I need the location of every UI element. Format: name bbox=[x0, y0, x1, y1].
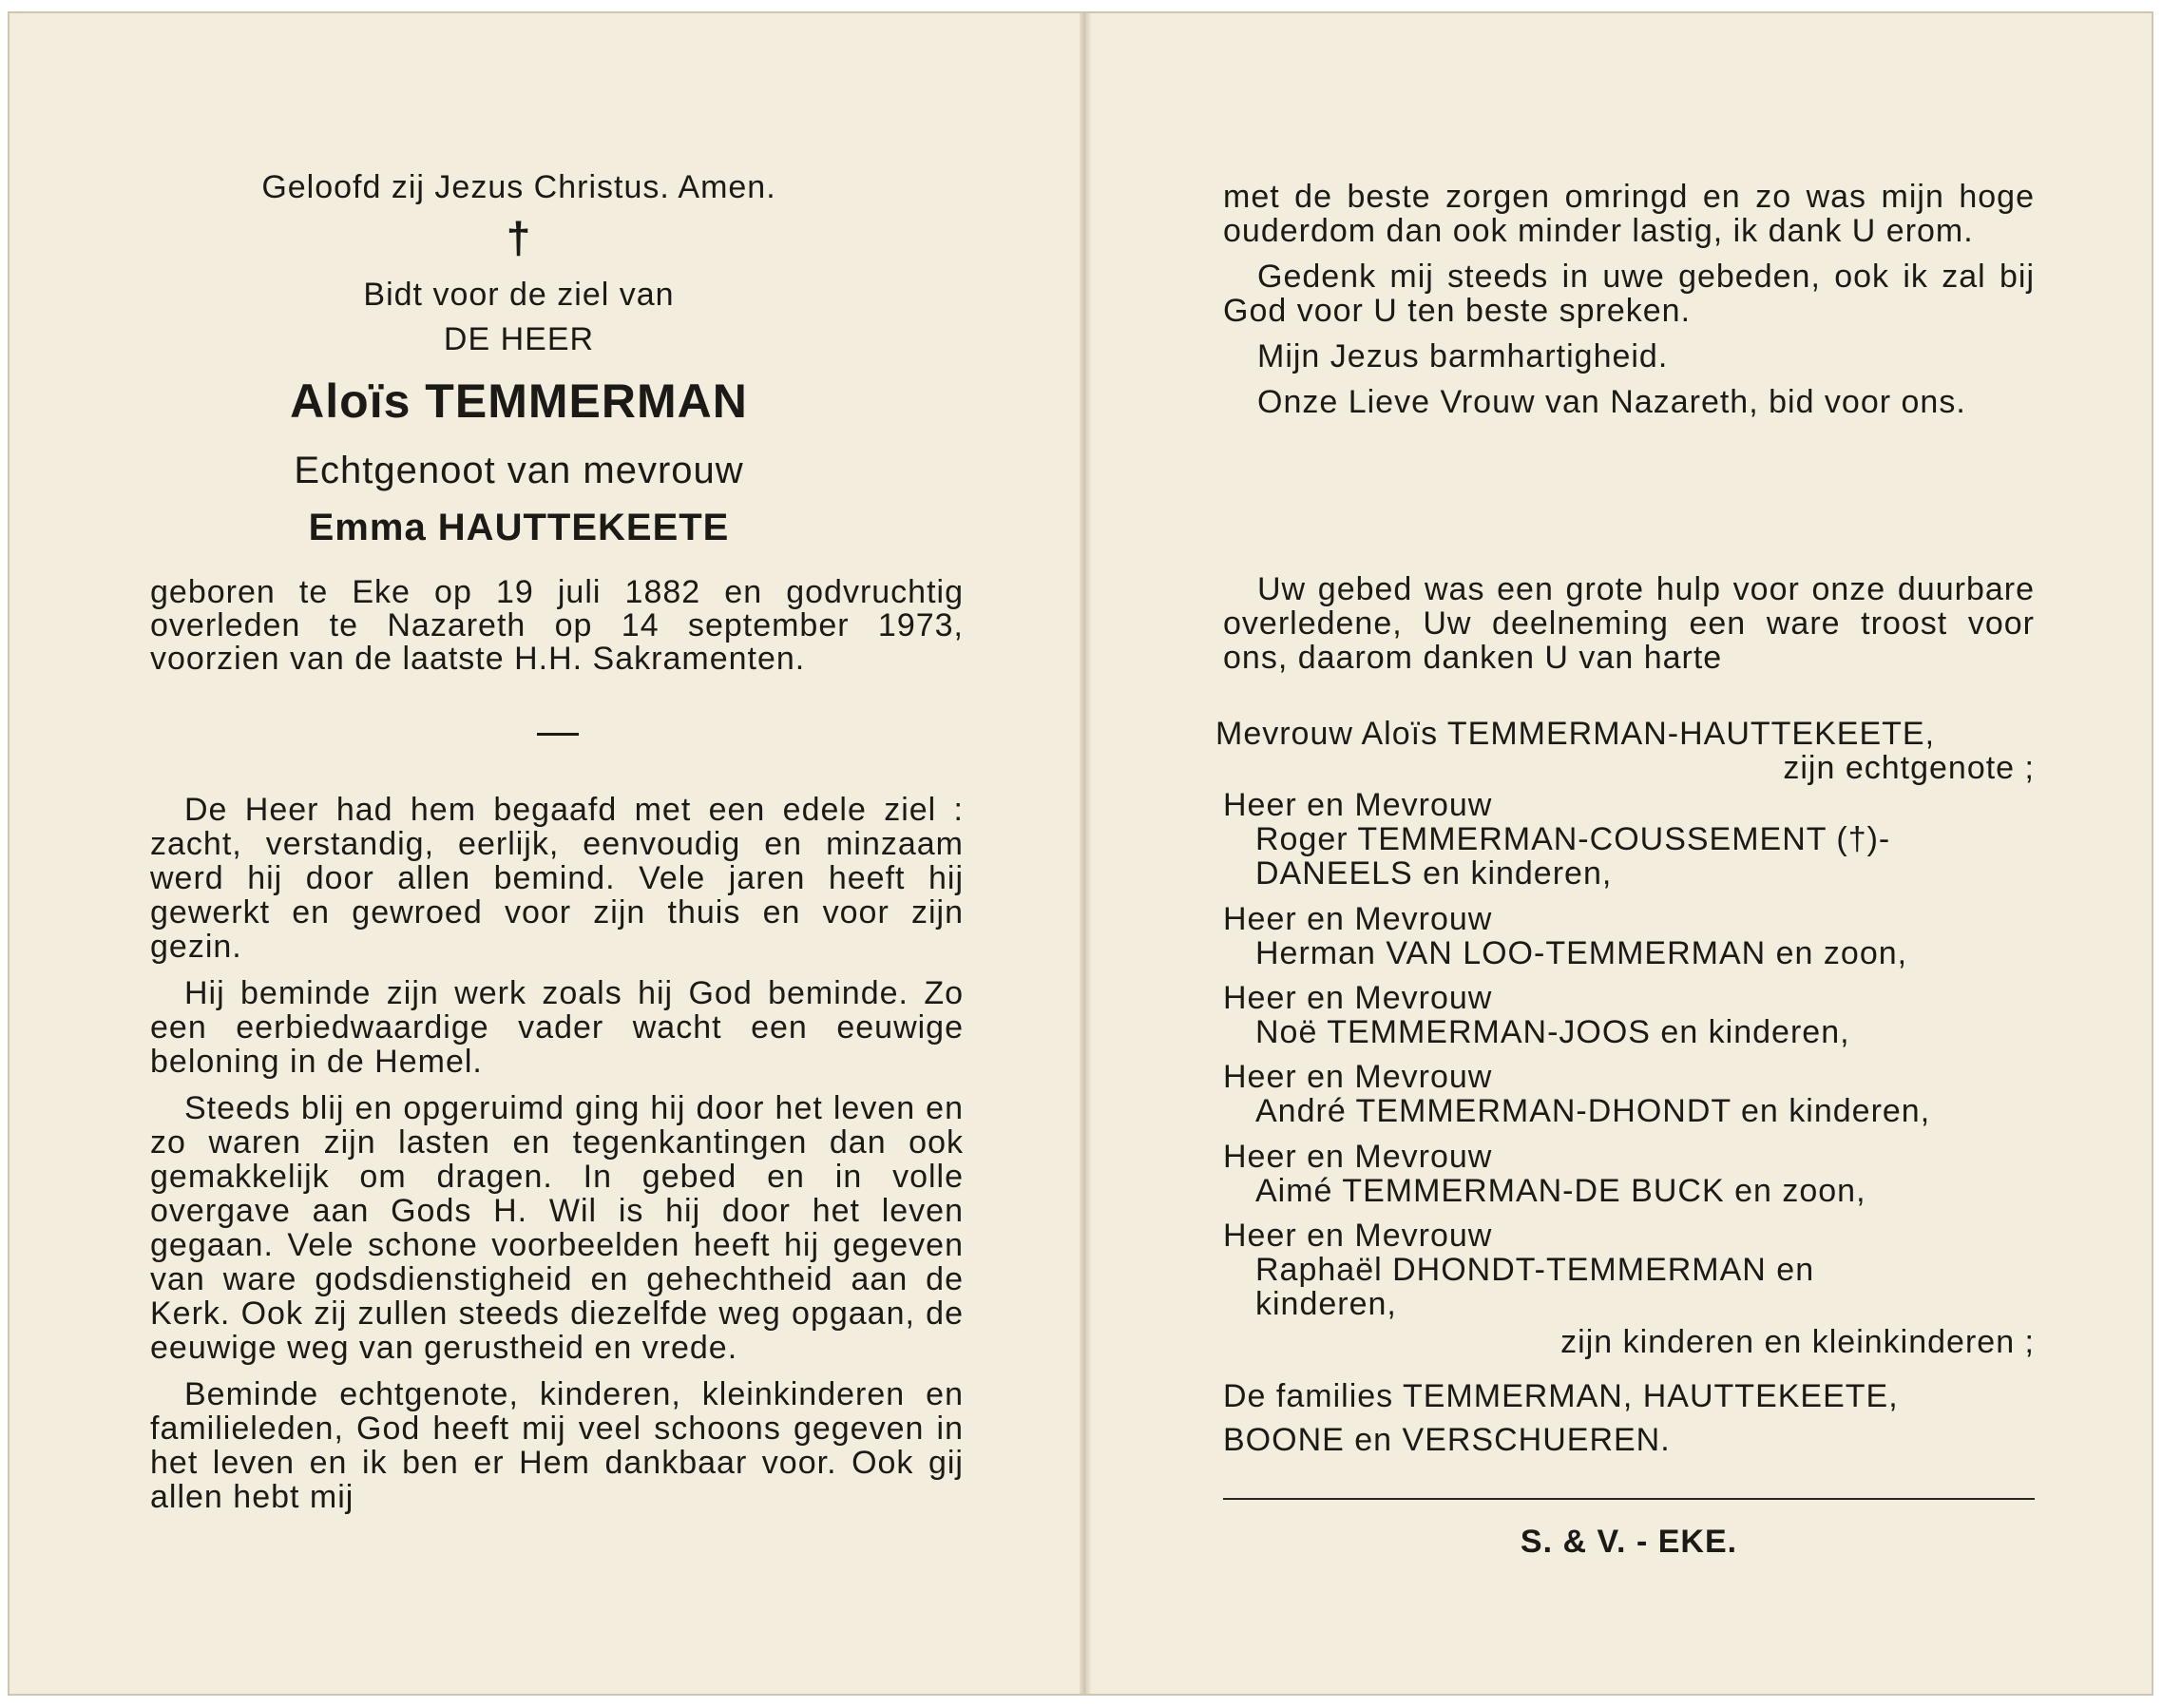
eulogy-paragraph: Hij beminde zijn werk zoals hij God beminde. Zo een eerbiedwaardige vader wacht een eeuwige beloning in de Hemel. bbox=[150, 975, 964, 1080]
closing-text bbox=[1223, 180, 2035, 431]
separator-dash bbox=[537, 733, 579, 736]
eulogy-paragraph: Beminde echtgenote, kinderen, kleinkinderen en familieleden, God heeft mij veel schoons gegeven in het leven en ik ben er Hem dankbaar voor. Ook gij allen hebt mij bbox=[150, 1376, 964, 1515]
families-line: De families TEMMERMAN, HAUTTEKEETE, bbox=[1223, 1378, 1899, 1414]
invocation-text: Mijn Jezus barmhartigheid. bbox=[1257, 338, 1669, 374]
family-title: Heer en Mevrouw bbox=[1223, 1059, 1493, 1095]
widow-role: zijn echtgenote ; bbox=[1783, 750, 2035, 786]
eulogy-paragraph: De Heer had hem begaafd met een edele ziel : zacht, verstandig, eerlijk, eenvoudig en minzaam werd hij door allen bemind. Vele jaren heeft hij gewerkt en gewroed voor zijn thuis en voor zijn gezin. bbox=[150, 792, 964, 965]
right-page bbox=[1088, 13, 2152, 1694]
cross-icon: † bbox=[506, 213, 532, 262]
family-name: kinderen, bbox=[1255, 1286, 1397, 1322]
family-name: Raphaël DHONDT-TEMMERMAN en bbox=[1255, 1252, 1815, 1288]
family-name: Noë TEMMERMAN-JOOS en kinderen, bbox=[1255, 1014, 1850, 1050]
family-title: Heer en Mevrouw bbox=[1223, 980, 1493, 1016]
families-line: BOONE en VERSCHUEREN. bbox=[1223, 1422, 1671, 1458]
family-name: Roger TEMMERMAN-COUSSEMENT (†)- bbox=[1255, 821, 1891, 857]
remember-text: Gedenk mij steeds in uwe gebeden, ook ik zal bij God voor U ten beste spreken. bbox=[1223, 259, 2035, 329]
left-page bbox=[10, 13, 1081, 1694]
family-name: André TEMMERMAN-DHONDT en kinderen, bbox=[1255, 1093, 1931, 1129]
family-name: DANEELS en kinderen, bbox=[1255, 855, 1613, 892]
spouse-name: Emma HAUTTEKEETE bbox=[308, 507, 730, 548]
continuation-text: met de beste zorgen omringd en zo was mijn hoge ouderdom dan ook minder lastig, ik dank U erom. bbox=[1223, 179, 2035, 249]
family-title: Heer en Mevrouw bbox=[1223, 901, 1493, 937]
family-title: Heer en Mevrouw bbox=[1223, 1218, 1493, 1254]
widow-line: Mevrouw Aloïs TEMMERMAN-HAUTTEKEETE, bbox=[1215, 716, 1936, 752]
eulogy-body bbox=[150, 793, 964, 1526]
divider-rule bbox=[1223, 1498, 2035, 1500]
family-name: Herman VAN LOO-TEMMERMAN en zoon, bbox=[1255, 935, 1908, 971]
family-title: Heer en Mevrouw bbox=[1223, 787, 1493, 823]
honorific-title: DE HEER bbox=[443, 321, 595, 357]
children-role: zijn kinderen en kleinkinderen ; bbox=[1560, 1324, 2035, 1360]
deceased-name: Aloïs TEMMERMAN bbox=[290, 374, 748, 428]
family-name: Aimé TEMMERMAN-DE BUCK en zoon, bbox=[1255, 1173, 1866, 1209]
invocation-text: Onze Lieve Vrouw van Nazareth, bid voor ons. bbox=[1257, 384, 1966, 420]
thanks-text: Uw gebed was een grote hulp voor onze duurbare overledene, Uw deelneming een ware troost voor ons, daarom danken U van harte bbox=[1223, 571, 2035, 676]
prayer-intro: Bidt voor de ziel van bbox=[363, 277, 675, 313]
memorial-card bbox=[8, 11, 2153, 1696]
printer-credit: S. & V. - EKE. bbox=[1520, 1524, 1738, 1560]
spouse-intro: Echtgenoot van mevrouw bbox=[294, 450, 744, 491]
birth-death-dates: geboren te Eke op 19 juli 1882 en godvruchtig overleden te Nazareth op 14 september 1973, voorzien van de laatste H.H. Sakramenten. bbox=[150, 574, 964, 677]
header-line: Geloofd zij Jezus Christus. Amen. bbox=[261, 169, 776, 205]
eulogy-paragraph: Steeds blij en opgeruimd ging hij door het leven en zo waren zijn lasten en tegenkantingen dan ook gemakkelijk om dragen. In gebed en in volle overgave aan Gods H. Wil is hij door het leven gegaan. Vele schone voorbeelden heeft hij gegeven van ware godsdienstigheid en gehechtheid aan de Kerk. Ook zij zullen steeds diezelfde weg opgaan, de eeuwige weg van gerustheid en vrede. bbox=[150, 1090, 964, 1366]
family-title: Heer en Mevrouw bbox=[1223, 1139, 1493, 1175]
